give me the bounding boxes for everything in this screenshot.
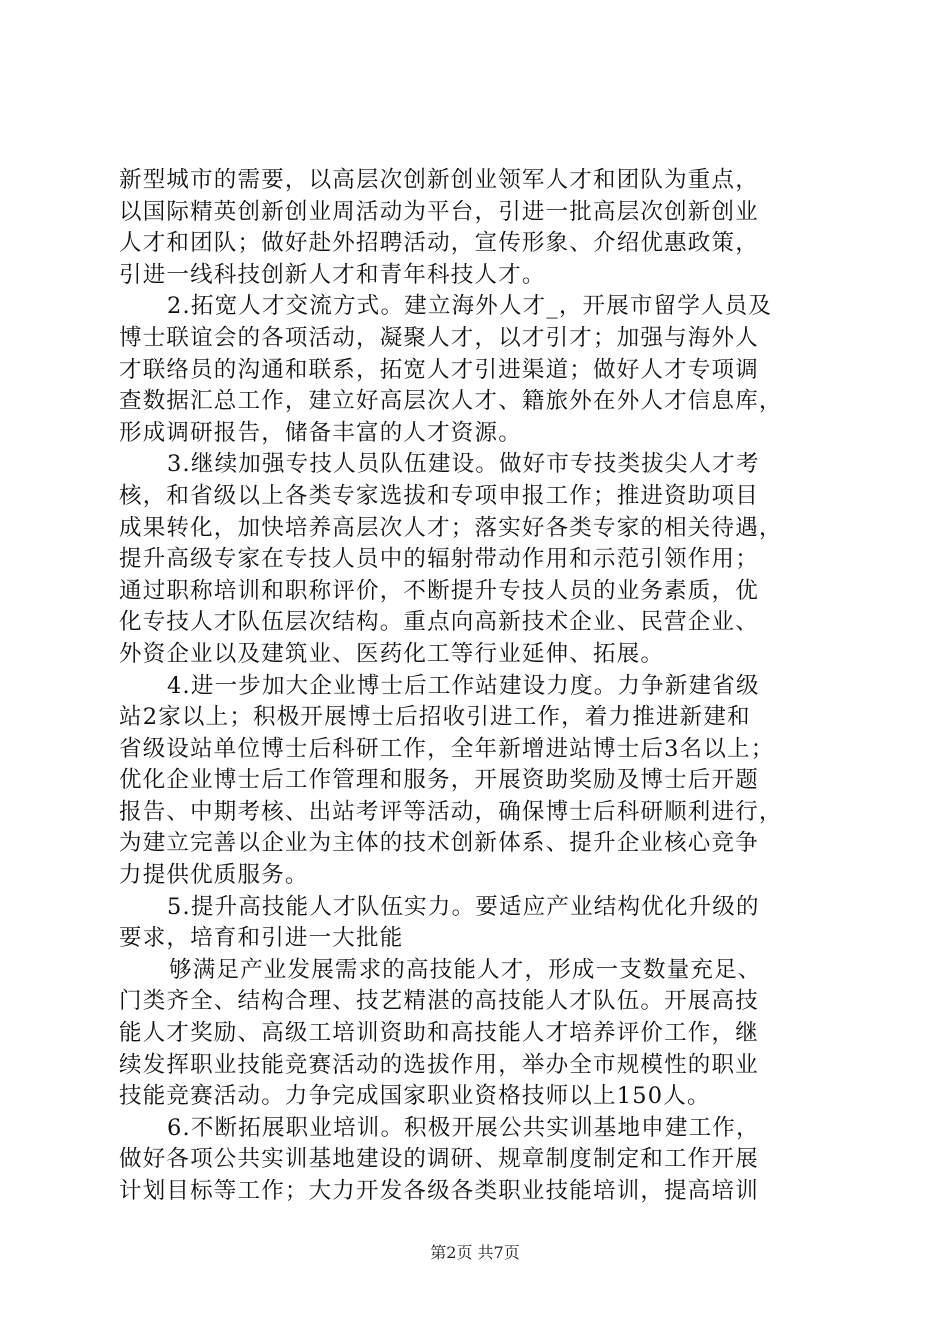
text-line: 站2家以上；积极开展博士后招收引进工作，着力推进新建和	[119, 704, 751, 731]
text-line: 查数据汇总工作，建立好高层次人才、籍旅外在外人才信息库，	[119, 388, 783, 415]
text-line: 够满足产业发展需求的高技能人才，形成一支数量充足、	[169, 956, 762, 983]
text-line: 5.提升高技能人才队伍实力。要适应产业结构优化升级的	[167, 893, 760, 920]
text-line: 2.拓宽人才交流方式。建立海外人才_，开展市留学人员及	[167, 293, 773, 320]
text-line: 以国际精英创新创业周活动为平台，引进一批高层次创新创业	[119, 198, 759, 225]
text-line: 提升高级专家在专技人员中的辐射带动作用和示范引领作用；	[119, 546, 759, 573]
text-line: 核，和省级以上各类专家选拔和专项申报工作；推进资助项目	[119, 482, 759, 509]
text-line: 化专技人才队伍层次结构。重点向高新技术企业、民营企业、	[119, 609, 759, 636]
text-line: 4.进一步加大企业博士后工作站建设力度。力争新建省级	[167, 672, 760, 699]
text-line: 门类齐全、结构合理、技艺精湛的高技能人才队伍。开展高技	[119, 988, 759, 1015]
text-line: 计划目标等工作；大力开发各级各类职业技能培训，提高培训	[119, 1178, 759, 1204]
text-line: 成果转化，加快培养高层次人才；落实好各类专家的相关待遇，	[119, 514, 783, 541]
text-line: 才联络员的沟通和联系，拓宽人才引进渠道；做好人才专项调	[119, 356, 759, 383]
text-line: 新型城市的需要，以高层次创新创业领军人才和团队为重点，	[119, 167, 759, 193]
text-line: 报告、中期考核、出站考评等活动，确保博士后科研顺利进行，	[119, 798, 783, 825]
text-line: 3.继续加强专技人员队伍建设。做好市专技类拔尖人才考	[167, 451, 760, 478]
text-line: 技能竞赛活动。力争完成国家职业资格技师以上150人。	[119, 1083, 711, 1110]
text-line: 力提供优质服务。	[119, 862, 309, 889]
text-line: 引进一线科技创新人才和青年科技人才。	[119, 261, 546, 288]
text-line: 优化企业博士后工作管理和服务，开展资助奖励及博士后开题	[119, 767, 759, 794]
text-line: 续发挥职业技能竞赛活动的选拔作用，举办全市规模性的职业	[119, 1051, 759, 1078]
text-line: 要求，培育和引进一大批能	[119, 925, 404, 952]
text-line: 博士联谊会的各项活动，凝聚人才，以才引才；加强与海外人	[119, 324, 759, 351]
page-footer: 第2页 共7页	[430, 1243, 520, 1262]
document-body	[119, 165, 839, 1208]
text-line: 能人才奖励、高级工培训资助和高技能人才培养评价工作，继	[119, 1020, 759, 1047]
text-line: 人才和团队；做好赴外招聘活动，宣传形象、介绍优惠政策，	[119, 230, 759, 257]
text-line: 外资企业以及建筑业、医药化工等行业延伸、拓展。	[119, 640, 665, 667]
text-line: 形成调研报告，储备丰富的人才资源。	[119, 419, 522, 446]
text-line: 为建立完善以企业为主体的技术创新体系、提升企业核心竞争	[119, 830, 759, 857]
text-line: 省级设站单位博士后科研工作，全年新增进站博士后3名以上；	[119, 735, 775, 762]
text-line: 做好各项公共实训基地建设的调研、规章制度制定和工作开展	[119, 1146, 759, 1173]
text-line: 通过职称培训和职称评价，不断提升专技人员的业务素质，优	[119, 577, 759, 604]
text-line: 6.不断拓展职业培训。积极开展公共实训基地申建工作，	[167, 1114, 760, 1141]
